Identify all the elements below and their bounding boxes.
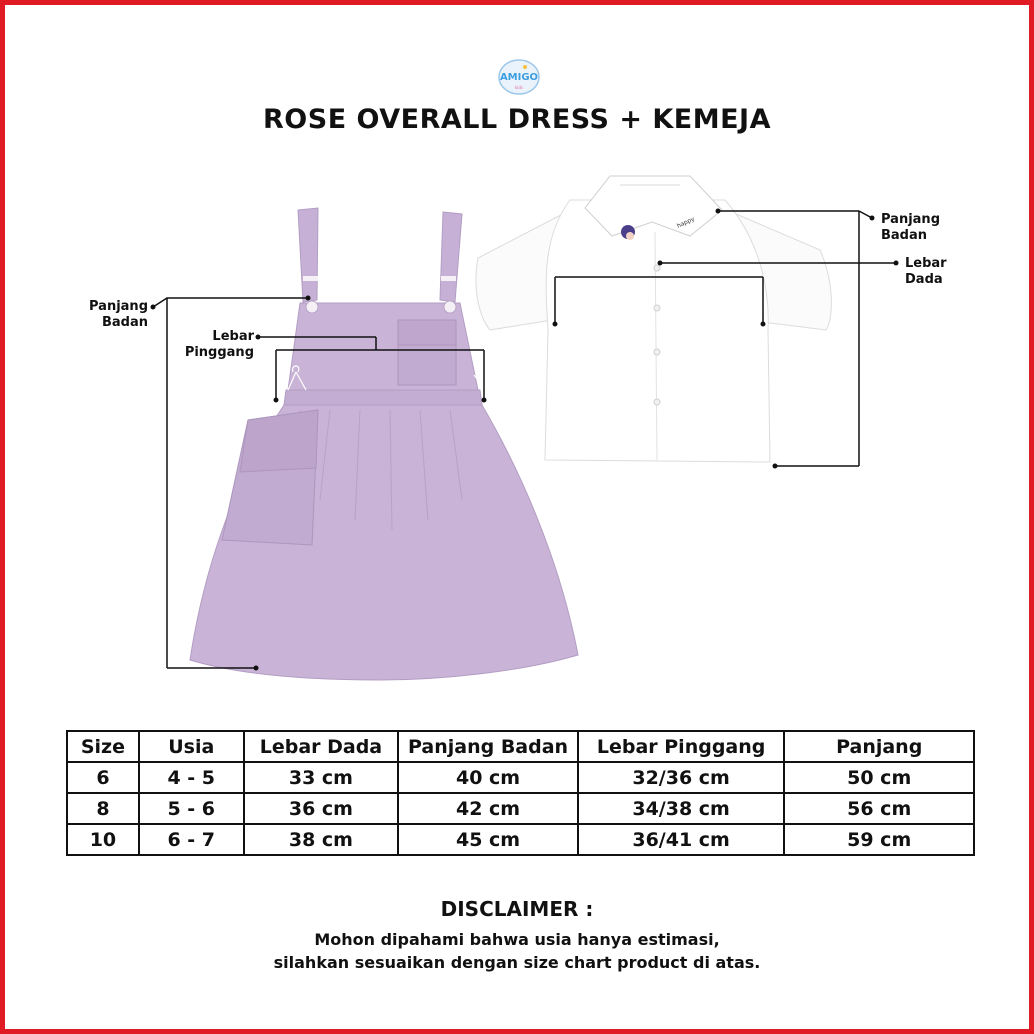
table-cell: 59 cm <box>784 824 974 855</box>
header-panjang-badan: Panjang Badan <box>398 731 578 762</box>
table-row <box>67 793 974 824</box>
table-cell: 10 <box>67 824 139 855</box>
shirt-lebar-dada-label: Lebar Dada <box>905 256 947 287</box>
table-row <box>67 824 974 855</box>
table-cell: 5 - 6 <box>139 793 244 824</box>
disclaimer-title: DISCLAIMER : <box>440 897 594 921</box>
table-cell: 50 cm <box>784 762 974 793</box>
table-cell: 56 cm <box>784 793 974 824</box>
table-cell: 6 - 7 <box>139 824 244 855</box>
disclaimer-line-2: silahkan sesuaikan dengan size chart product di atas. <box>273 953 761 972</box>
table-cell: 45 cm <box>398 824 578 855</box>
table-cell: 32/36 cm <box>578 762 785 793</box>
header-lebar-pinggang: Lebar Pinggang <box>578 731 785 762</box>
header-panjang: Panjang <box>784 731 974 762</box>
table-cell: 36 cm <box>244 793 399 824</box>
table-cell: 8 <box>67 793 139 824</box>
svg-text:kids: kids <box>514 85 524 90</box>
svg-text:AMIGO: AMIGO <box>499 72 539 83</box>
size-chart-table <box>66 730 975 856</box>
table-cell: 40 cm <box>398 762 578 793</box>
table-cell: 42 cm <box>398 793 578 824</box>
disclaimer-line-1: Mohon dipahami bahwa usia hanya estimasi, <box>314 930 720 949</box>
header-lebar-dada: Lebar Dada <box>244 731 399 762</box>
shirt-panjang-badan-label: Panjang Badan <box>881 212 940 243</box>
header-usia: Usia <box>139 731 244 762</box>
header-size: Size <box>67 731 139 762</box>
table-cell: 33 cm <box>244 762 399 793</box>
table-cell: 36/41 cm <box>578 824 785 855</box>
dress-lebar-pinggang-label: Lebar Pinggang <box>184 329 254 360</box>
table-cell: 38 cm <box>244 824 399 855</box>
svg-text:happy: happy <box>675 215 696 230</box>
table-cell: 6 <box>67 762 139 793</box>
table-row <box>67 762 974 793</box>
dress-panjang-badan-label: Panjang Badan <box>89 299 148 330</box>
table-cell: 34/38 cm <box>578 793 785 824</box>
table-cell: 4 - 5 <box>139 762 244 793</box>
shirt-image <box>476 176 831 462</box>
page-title: ROSE OVERALL DRESS + KEMEJA <box>263 104 771 135</box>
table-header-row <box>67 731 974 762</box>
